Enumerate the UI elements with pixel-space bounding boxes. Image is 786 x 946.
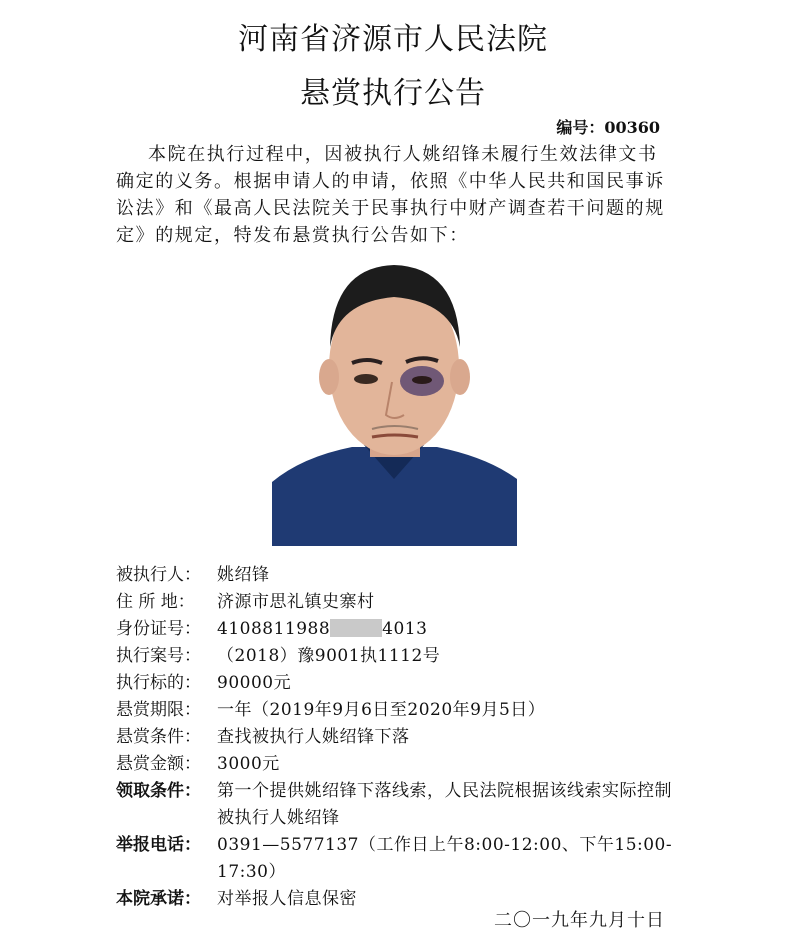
intro-paragraph: 本院在执行过程中，因被执行人姚绍锋未履行生效法律文书确定的义务。根据申请人的申请，依照《中华人民共和国民事诉讼法》和《最高人民法院关于民事执行中财产调查若干问题的规定》的规定，特发布悬赏执行公告如下：	[116, 144, 665, 246]
court-name: 河南省济源市人民法院	[238, 22, 548, 57]
field-label: 住 所 地：	[116, 592, 195, 612]
document-number: 编号：00360	[556, 118, 660, 137]
field-claim	[116, 778, 676, 832]
field-value: 一年（2019年9月6日至2020年9月5日）	[217, 700, 546, 720]
field-label: 执行标的：	[116, 673, 201, 693]
field-label: 领取条件：	[116, 781, 201, 801]
field-label: 悬赏金额：	[116, 754, 201, 774]
field-value: 0391—5577137（工作日上午8:00-12:00、下午15:00-17:30）	[217, 835, 673, 882]
field-value: 90000元	[217, 673, 292, 693]
field-reward	[116, 751, 676, 778]
field-value: 济源市思礼镇史寨村	[217, 592, 375, 612]
field-case-number	[116, 643, 676, 670]
field-condition	[116, 724, 676, 751]
field-value: 查找被执行人姚绍锋下落	[217, 727, 410, 747]
notice-title: 悬赏执行公告	[300, 76, 486, 111]
field-label: 悬赏期限：	[116, 700, 201, 720]
field-address	[116, 589, 676, 616]
notice-fields	[116, 562, 676, 913]
field-label: 本院承诺：	[116, 889, 201, 909]
field-amount	[116, 670, 676, 697]
field-period	[116, 697, 676, 724]
field-phone	[116, 832, 676, 886]
id-suffix: 4013	[382, 619, 428, 639]
field-label: 身份证号：	[116, 619, 201, 639]
field-value: 3000元	[217, 754, 280, 774]
field-label: 执行案号：	[116, 646, 201, 666]
field-value: 姚绍锋	[217, 565, 270, 585]
field-name	[116, 562, 676, 589]
field-id-number	[116, 616, 676, 643]
field-value: 第一个提供姚绍锋下落线索，人民法院根据该线索实际控制被执行人姚绍锋	[217, 781, 672, 828]
field-value	[217, 616, 676, 643]
field-value: （2018）豫9001执1112号	[217, 646, 441, 666]
person-photo	[272, 247, 517, 546]
id-prefix: 4108811988	[217, 619, 331, 639]
field-label: 举报电话：	[116, 835, 201, 855]
field-label: 悬赏条件：	[116, 727, 201, 747]
field-value: 对举报人信息保密	[217, 889, 357, 909]
issue-date: 二〇一九年九月十日	[494, 910, 665, 931]
redaction-mask	[330, 619, 382, 637]
field-label: 被执行人：	[116, 565, 201, 585]
